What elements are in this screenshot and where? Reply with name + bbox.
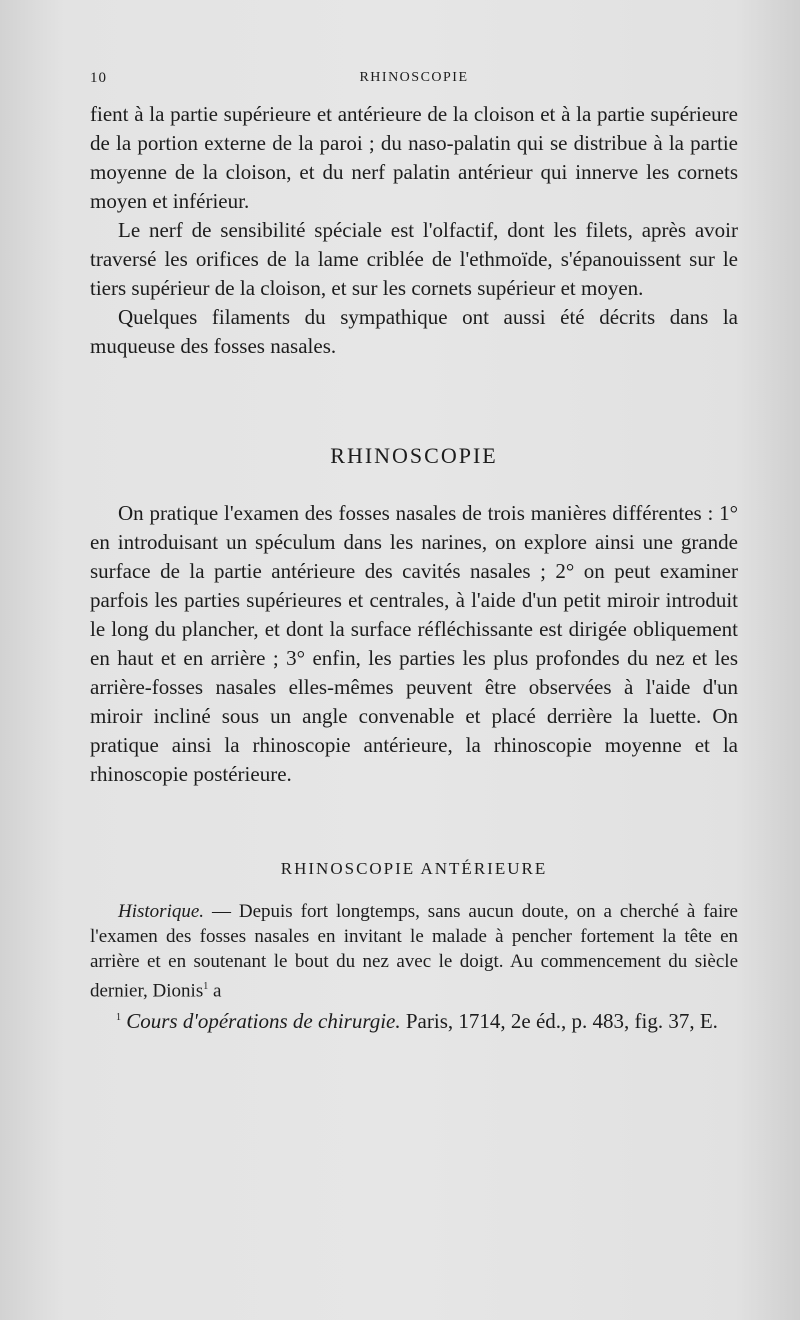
footnote-rest: Paris, 1714, 2e éd., p. 483, fig. 37, E. (400, 1009, 718, 1034)
footnote-title: Cours d'opérations de chirurgie. (126, 1009, 401, 1034)
footnote (90, 1003, 738, 1036)
paragraph-historique (90, 899, 738, 1003)
paragraph-olfactory: Le nerf de sensibilité spéciale est l'olfactif, dont les filets, après avoir traversé les orifices de la lame criblée de l'ethmoïde, s'épanouissent sur le tiers supérieur de la cloison, et sur les cornets supérieur et moyen. (90, 218, 738, 300)
section-heading-rhinoscopie: RHINOSCOPIE (330, 443, 498, 468)
body-text (90, 100, 738, 1036)
paragraph-nerves-continued: fient à la partie supérieure et antérieure de la cloison et à la partie supérieure de la portion externe de la paroi ; du naso-palatin qui se distribue à la partie moyenne de la cloison, et du nerf palatin antérieur qui innerve les cornets moyen et inférieur. (90, 102, 738, 213)
footnote-mark: 1 (116, 1012, 121, 1024)
footnote-reference: 1 (203, 981, 209, 992)
historique-tail: a (208, 980, 222, 1002)
paragraph-sympathetic: Quelques filaments du sympathique ont aussi été décrits dans la muqueuse des fosses nasales. (90, 305, 738, 358)
section-heading-rhinoscopie-anterieure: RHINOSCOPIE ANTÉRIEURE (280, 859, 548, 878)
running-title: RHINOSCOPIE (359, 70, 469, 85)
historique-lead: Historique. (118, 901, 205, 922)
paragraph-rhinoscopie-methods: On pratique l'examen des fosses nasales de trois manières différentes : 1° en introduisant un spéculum dans les narines, on explore ainsi une grande surface de la partie antérieure des cavités nasales ; 2° on peut examiner parfois les parties supérieures et centrales, à l'aide d'un petit miroir introduit le long du plancher, et dont la surface réfléchissante est dirigée obliquement en haut et en arrière ; 3° enfin, les parties les plus profondes du nez et les arrière-fosses nasales elles-mêmes peuvent être observées à l'aide d'un miroir incliné sous un angle convenable et placé derrière la luette. On pratique ainsi la rhinoscopie antérieure, la rhinoscopie moyenne et la rhinoscopie postérieure. (90, 501, 738, 786)
page-number: 10 (90, 70, 107, 86)
running-head (90, 70, 738, 100)
historique-body: — Depuis fort longtemps, sans aucun doute, on a cherché à faire l'examen des fosses nasales en invitant le malade à pencher fortement la tête en arrière et en soutenant le bout du nez avec le doigt. Au commencement du siècle dernier, Dionis (90, 901, 738, 1002)
